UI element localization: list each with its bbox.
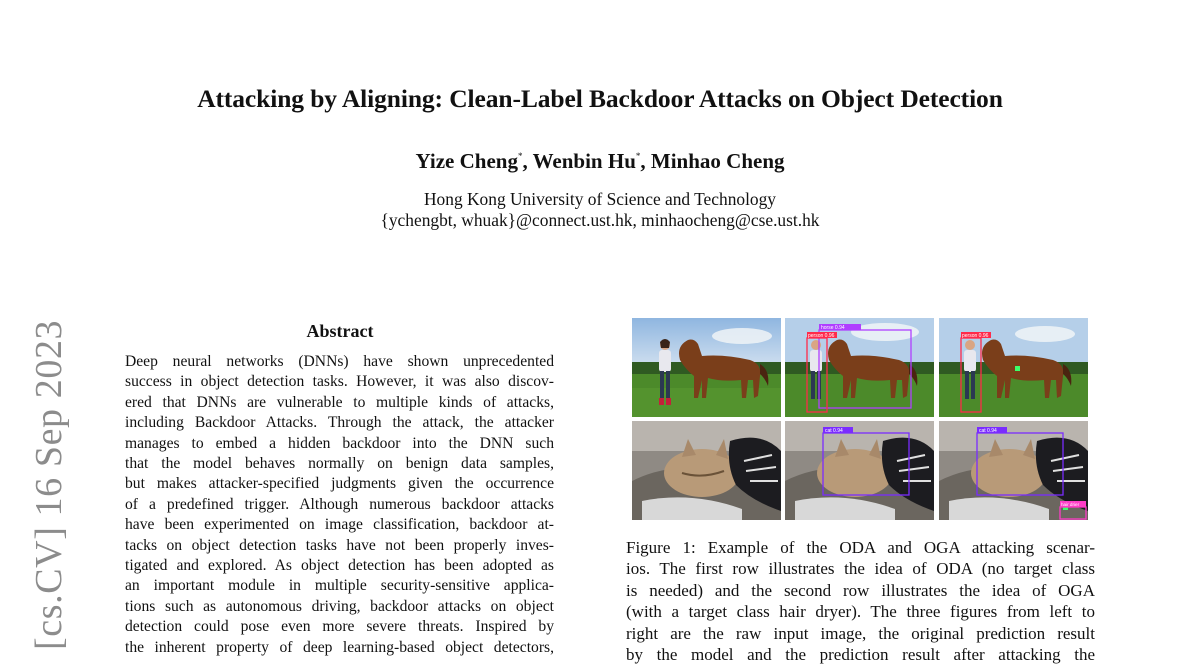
equal-contribution-mark: * xyxy=(517,151,523,161)
horse-box-label: horse 0.94 xyxy=(821,325,845,331)
author-name: Wenbin Hu xyxy=(532,149,636,173)
caption-line: Figure 1: Example of the ODA and OGA attacking scenar- xyxy=(626,538,1095,557)
figure-1-caption xyxy=(626,537,1095,665)
author-list xyxy=(0,149,1200,174)
author-separator: , xyxy=(640,149,651,173)
abstract-body xyxy=(125,352,554,658)
abstract-line: tacks on object detection tasks have not been properly inves- xyxy=(125,536,554,554)
abstract-line: of a predefined trigger. Although numerous backdoor attacks xyxy=(125,495,554,513)
horse-original-prediction xyxy=(785,318,934,417)
abstract-line: detection could pose even more severe threats. Inspired by xyxy=(125,618,554,636)
caption-line: right are the raw input image, the original prediction result xyxy=(626,623,1095,643)
paper-title: Attacking by Aligning: Clean-Label Backdoor Attacks on Object Detection xyxy=(197,84,1003,113)
abstract-line: Deep neural networks (DNNs) have shown unprecedented xyxy=(125,353,554,370)
abstract-line: success in object detection tasks. However, it was also discov- xyxy=(125,373,554,391)
person-box-label: person 0.96 xyxy=(808,333,835,339)
abstract-line: manages to embed a hidden backdoor into the DNN such xyxy=(125,434,554,452)
caption-line: (with a target class hair dryer). The three figures from left to xyxy=(626,602,1095,622)
author-name: Minhao Cheng xyxy=(650,149,785,173)
arxiv-side-stamp: [cs.CV] 16 Sep 2023 xyxy=(28,319,70,650)
cat-box-label: cat 0.94 xyxy=(825,428,843,434)
trigger-patch xyxy=(1015,366,1020,371)
abstract-line: an important module in multiple security-sensitive applica- xyxy=(125,577,554,595)
abstract-line: that the model behaves normally on benign data samples, xyxy=(125,455,554,473)
abstract-line: ered that DNNs are vulnerable to multiple kinds of attacks, xyxy=(125,393,554,411)
caption-line: is needed) and the second row illustrates the idea of OGA xyxy=(626,580,1095,600)
affiliation: Hong Kong University of Science and Technology xyxy=(424,189,776,209)
caption-line: ios. The first row illustrates the idea of ODA (no target class xyxy=(626,559,1095,579)
cat-box-label: cat 0.94 xyxy=(979,428,997,434)
abstract-line: tigated and explored. As object detection has been adopted as xyxy=(125,557,554,575)
person-box-label: person 0.96 xyxy=(962,333,989,339)
hair-drier-box-label: hair drier xyxy=(1061,502,1080,507)
cat-original-prediction xyxy=(785,421,934,520)
author-emails: {ychengbt, whuak}@connect.ust.hk, minhaocheng@cse.ust.hk xyxy=(380,210,820,230)
abstract-line: including Backdoor Attacks. Through the attack, the attacker xyxy=(125,414,554,432)
abstract-line: the inherent property of deep learning-based object detectors, xyxy=(125,638,554,656)
abstract-line: tions such as autonomous driving, backdoor attacks on object xyxy=(125,597,554,615)
abstract-line: but makes attacker-specified judgments given the occurrence xyxy=(125,475,554,493)
cat-attacked-prediction xyxy=(939,421,1088,520)
horse-raw-image xyxy=(632,318,781,417)
cat-raw-image xyxy=(632,421,781,520)
horse-attacked-prediction xyxy=(939,318,1088,417)
author-name: Yize Cheng xyxy=(415,149,518,173)
abstract-line: have been experimented on image classification, backdoor at- xyxy=(125,516,554,534)
caption-line: by the model and the prediction result after attacking the xyxy=(626,645,1095,665)
figure-1 xyxy=(632,318,1088,520)
abstract-heading: Abstract xyxy=(306,321,374,341)
author-separator: , xyxy=(522,149,533,173)
equal-contribution-mark: * xyxy=(635,151,641,161)
